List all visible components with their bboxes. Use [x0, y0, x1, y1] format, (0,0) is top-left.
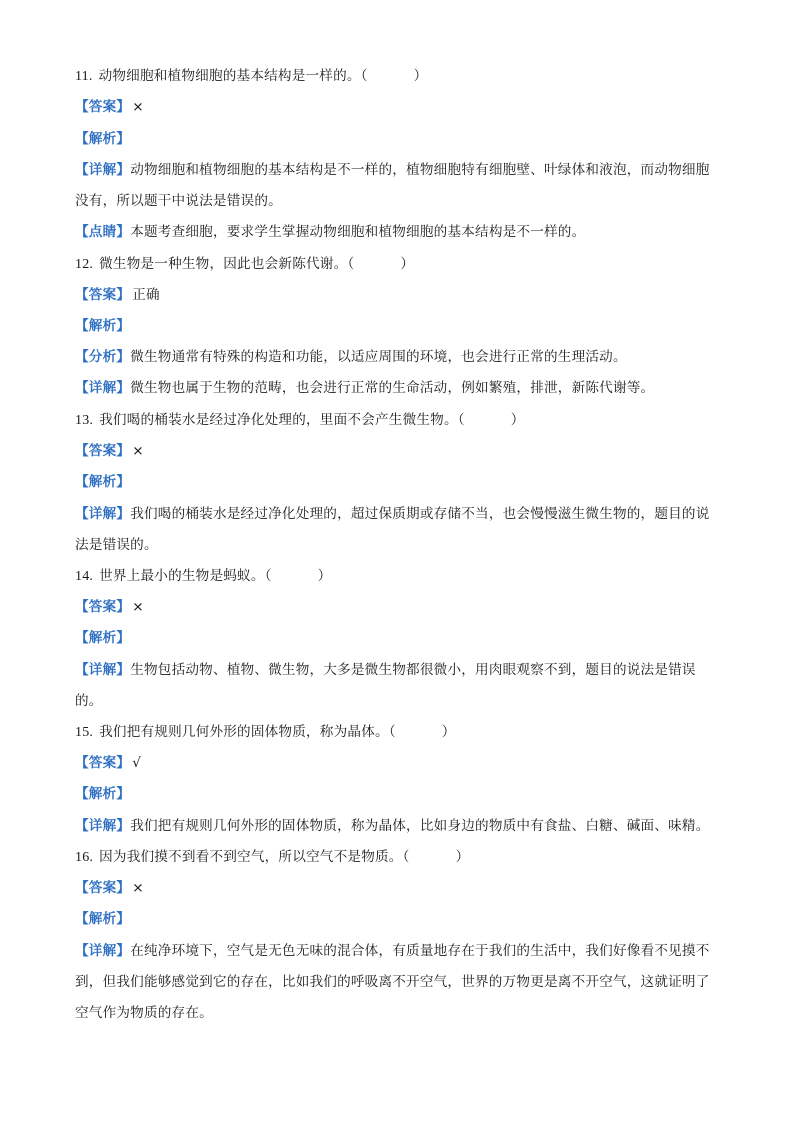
answer-label: 【答案】: [75, 880, 131, 896]
comment-text: 本题考查细胞，要求学生掌握动物细胞和植物细胞的基本结构是不一样的。: [130, 224, 586, 240]
question-16: [75, 847, 725, 868]
detail-line-continued: [75, 535, 725, 555]
detail-text: 的。: [75, 693, 103, 709]
detail-label: 【详解】: [75, 662, 131, 678]
answer-label: 【答案】: [75, 599, 131, 615]
answer-value: 正确: [132, 287, 160, 303]
answer-value: √: [132, 755, 142, 771]
answer-line: [75, 285, 725, 305]
detail-text: 动物细胞和植物细胞的基本结构是不一样的，植物细胞特有细胞壁、叶绿体和液泡，而动物细胞: [130, 162, 710, 178]
answer-label: 【答案】: [75, 443, 131, 459]
question-15: [75, 722, 725, 743]
question-11: [75, 66, 725, 87]
detail-text: 生物包括动物、植物、微生物，大多是微生物都很微小，用肉眼观察不到，题目的说法是错误: [130, 662, 696, 678]
question-number: 12.: [75, 257, 94, 272]
detail-line: [75, 504, 725, 524]
detail-label: 【详解】: [75, 162, 131, 178]
detail-line: [75, 816, 725, 836]
analysis-line: [75, 628, 725, 648]
detail-line: [75, 660, 725, 680]
analysis-label: 【解析】: [75, 474, 131, 490]
analysis-line: [75, 316, 725, 336]
answer-label: 【答案】: [75, 755, 131, 771]
detail-text: 法是错误的。: [75, 537, 158, 553]
detail-text: 微生物也属于生物的范畴，也会进行正常的生命活动，例如繁殖，排泄，新陈代谢等。: [130, 380, 655, 396]
question-stem: 我们喝的桶装水是经过净化处理的，里面不会产生微生物。（: [99, 412, 465, 428]
question-12: [75, 254, 725, 275]
detail-text: 到，但我们能够感觉到它的存在，比如我们的呼吸离不开空气，世界的万物更是离不开空气，这就证明了: [75, 974, 710, 990]
analysis-label: 【解析】: [75, 131, 131, 147]
detail-label: 【详解】: [75, 506, 131, 522]
answer-label: 【答案】: [75, 99, 131, 115]
question-stem: 我们把有规则几何外形的固体物质，称为晶体。（: [99, 724, 396, 740]
detail-text: 我们喝的桶装水是经过净化处理的，超过保质期或存储不当，也会慢慢滋生微生物的，题目的说: [130, 506, 710, 522]
analysis-line: [75, 129, 725, 149]
question-number: 13.: [75, 413, 94, 428]
fenxi-text: 微生物通常有特殊的构造和功能，以适应周围的环境，也会进行正常的生理活动。: [130, 349, 627, 365]
question-14: [75, 566, 725, 587]
question-paren-close: ）: [510, 412, 525, 428]
fenxi-label: 【分析】: [75, 349, 131, 365]
detail-line-continued: [75, 972, 725, 992]
analysis-label: 【解析】: [75, 911, 131, 927]
question-paren-close: ）: [317, 568, 332, 584]
answer-value: ×: [132, 443, 144, 459]
answer-value: ×: [132, 880, 144, 896]
question-stem: 微生物是一种生物，因此也会新陈代谢。（: [99, 256, 355, 272]
analysis-label: 【解析】: [75, 318, 131, 334]
detail-line: [75, 160, 725, 180]
question-stem: 因为我们摸不到看不到空气，所以空气不是物质。（: [99, 849, 410, 865]
analysis-line: [75, 472, 725, 492]
answer-line: [75, 753, 725, 773]
question-stem: 世界上最小的生物是蚂蚁。（: [99, 568, 272, 584]
analysis-line: [75, 784, 725, 804]
answer-label: 【答案】: [75, 287, 131, 303]
analysis-label: 【解析】: [75, 786, 131, 802]
comment-line: [75, 222, 725, 242]
detail-line: [75, 941, 725, 961]
answer-value: ×: [132, 599, 144, 615]
detail-label: 【详解】: [75, 943, 131, 959]
question-stem: 动物细胞和植物细胞的基本结构是一样的。（: [98, 68, 368, 84]
question-number: 16.: [75, 850, 94, 865]
question-number: 11.: [75, 69, 93, 84]
detail-line-continued: [75, 691, 725, 711]
answer-line: [75, 597, 725, 617]
question-number: 15.: [75, 725, 94, 740]
answer-value: ×: [132, 99, 144, 115]
question-paren-close: ）: [413, 68, 428, 84]
comment-label: 【点睛】: [75, 224, 131, 240]
analysis-label: 【解析】: [75, 630, 131, 646]
question-paren-close: ）: [400, 256, 415, 272]
detail-line-continued: [75, 1003, 725, 1023]
detail-label: 【详解】: [75, 380, 131, 396]
detail-text: 在纯净环境下，空气是无色无味的混合体，有质量地存在于我们的生活中，我们好像看不见摸不: [130, 943, 710, 959]
answer-line: [75, 97, 725, 117]
detail-label: 【详解】: [75, 818, 131, 834]
detail-line: [75, 378, 725, 398]
detail-text: 空气作为物质的存在。: [75, 1005, 213, 1021]
answer-line: [75, 441, 725, 461]
analysis-line: [75, 909, 725, 929]
fenxi-line: [75, 347, 725, 367]
detail-text: 我们把有规则几何外形的固体物质，称为晶体，比如身边的物质中有食盐、白糖、碱面、味精。: [130, 818, 710, 834]
detail-line-continued: [75, 191, 725, 211]
question-paren-close: ）: [441, 724, 456, 740]
answer-line: [75, 878, 725, 898]
question-paren-close: ）: [455, 849, 470, 865]
question-number: 14.: [75, 569, 94, 584]
question-13: [75, 410, 725, 431]
detail-text: 没有，所以题干中说法是错误的。: [75, 193, 282, 209]
